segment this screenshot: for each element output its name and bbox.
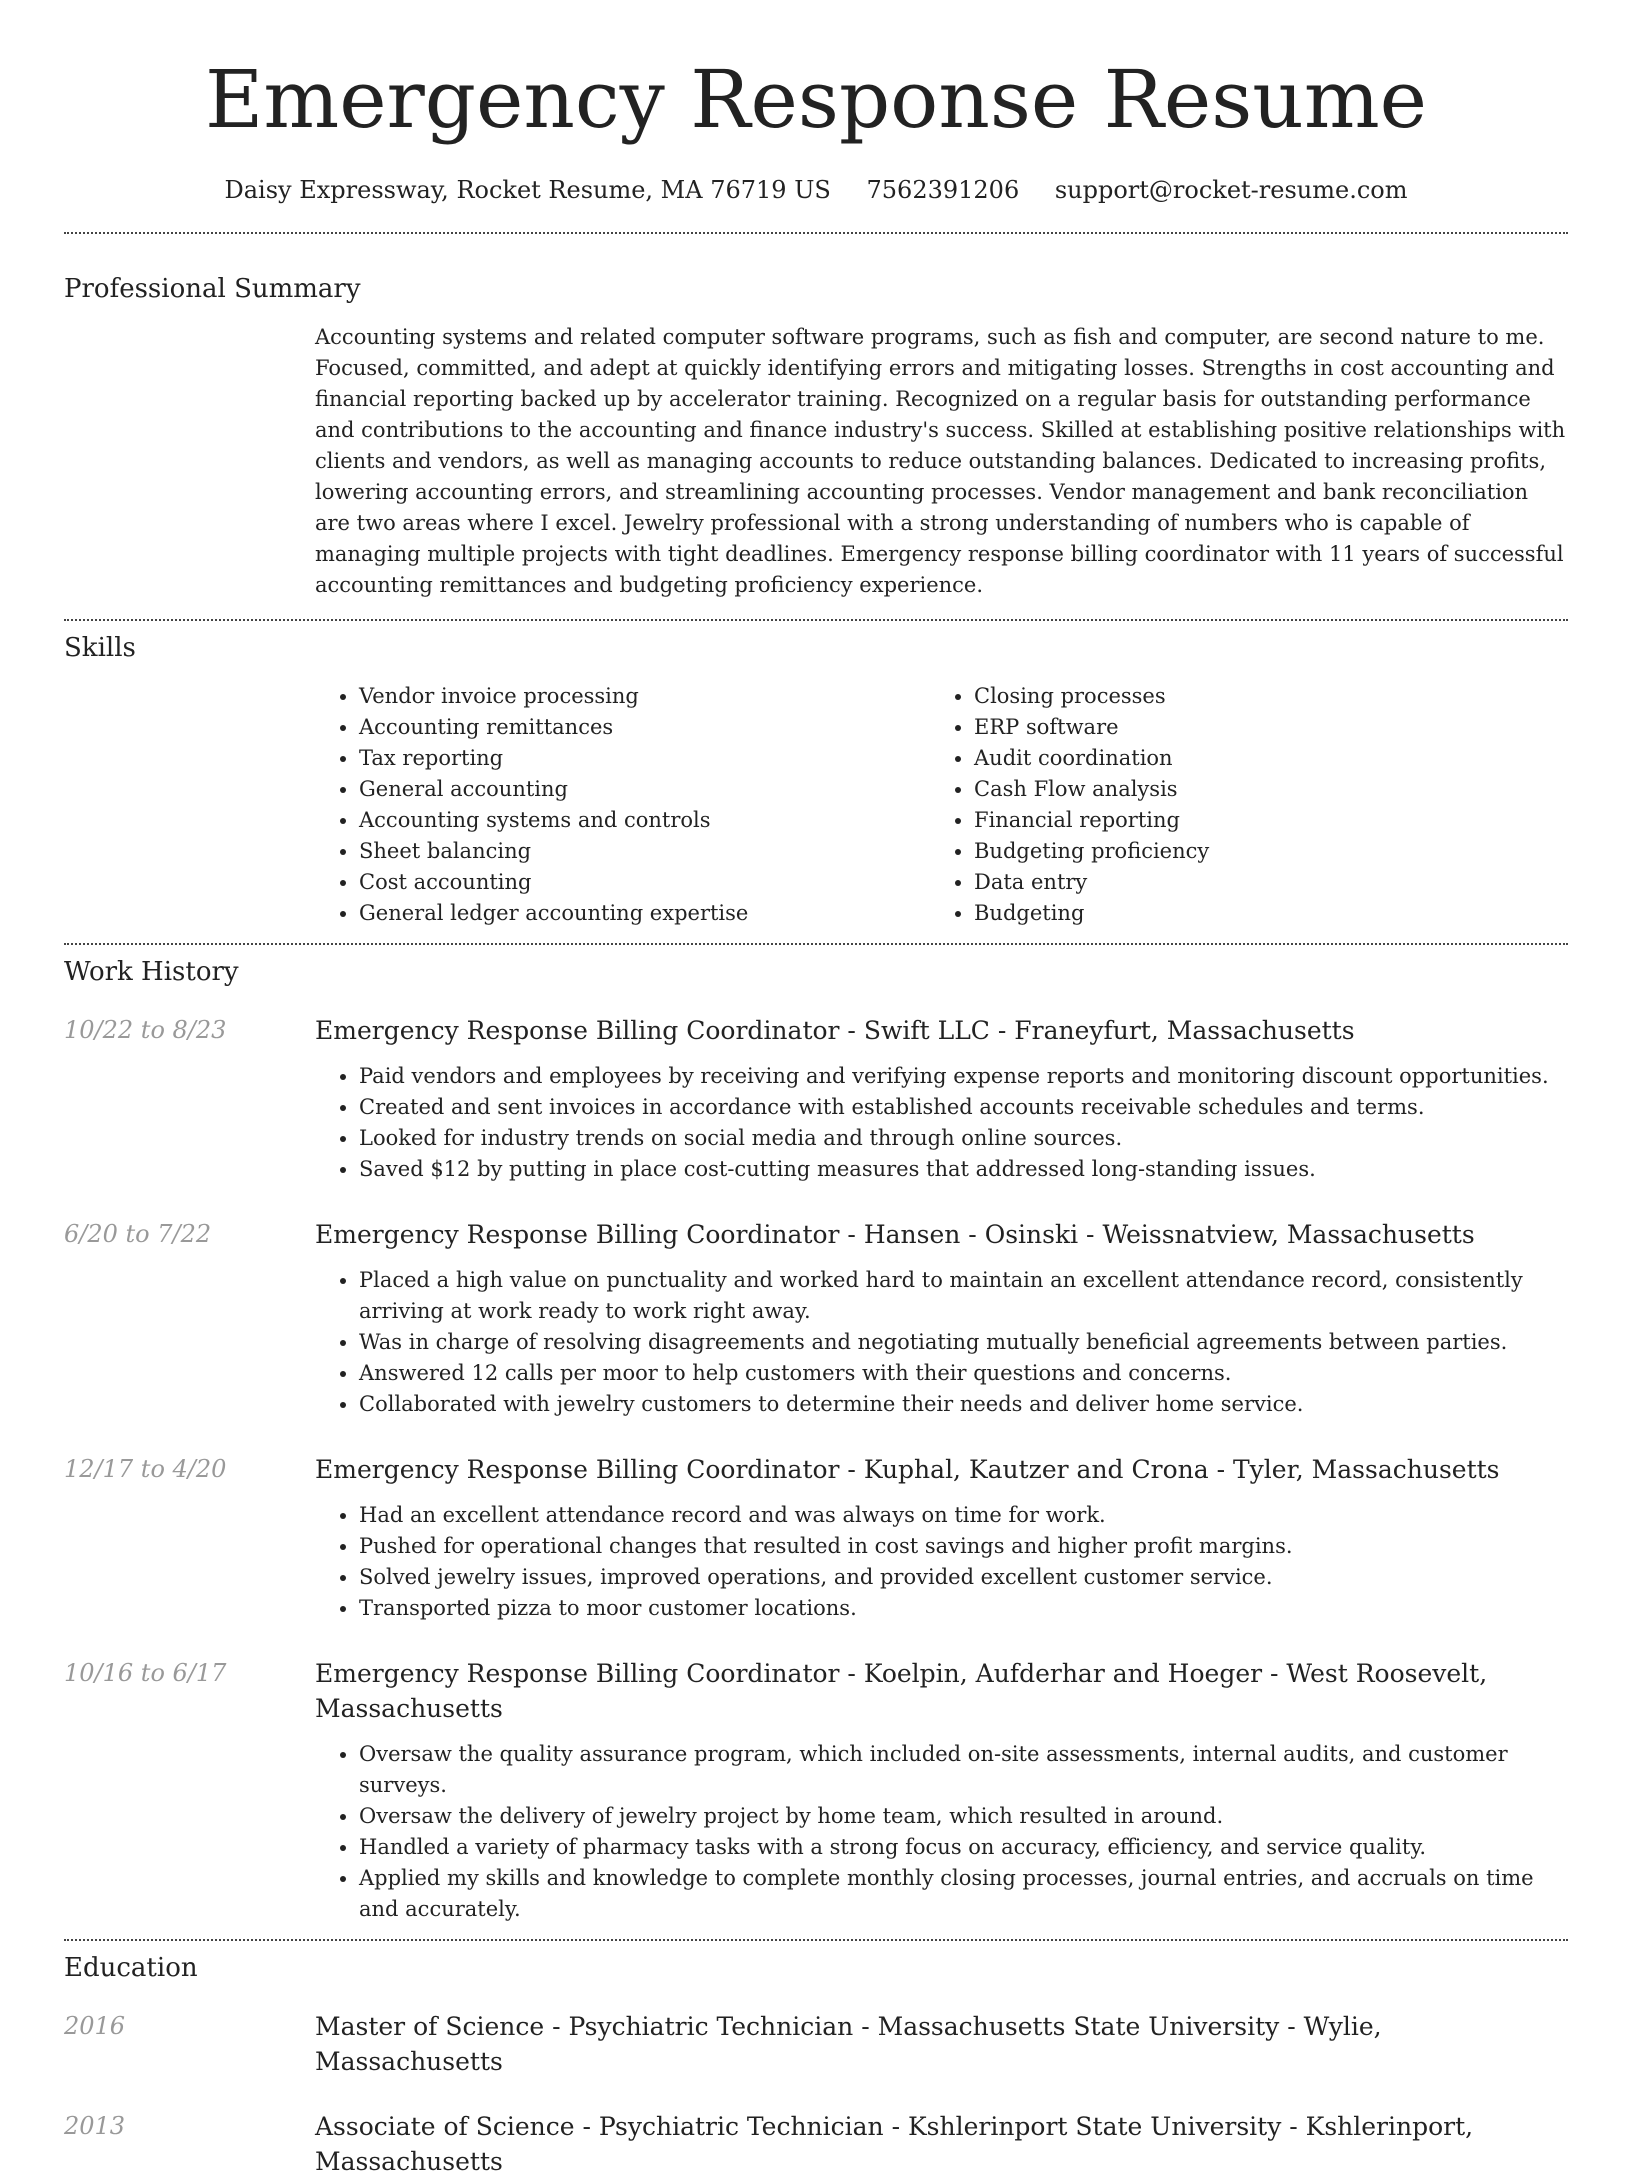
skill-item: • Tax reporting: [359, 743, 930, 774]
job-title: Emergency Response Billing Coordinator - Kuphal, Kautzer and Crona - Tyler, Massachusetts: [315, 1455, 1500, 1484]
job-entry: [64, 1452, 1568, 1624]
section-divider: [64, 1939, 1568, 1941]
section-divider: [64, 232, 1568, 234]
skill-item: • Sheet balancing: [359, 836, 930, 867]
job-bullet: • Was in charge of resolving disagreements and negotiating mutually beneficial agreements between parties.: [359, 1327, 1568, 1358]
job-dates: 12/17 to 4/20: [64, 1455, 227, 1483]
skill-item: • Accounting remittances: [359, 712, 930, 743]
skills-left-spacer: [64, 681, 315, 929]
job-bullet: • Paid vendors and employees by receiving and verifying expense reports and monitoring discount opportunities.: [359, 1061, 1568, 1092]
job-title: Emergency Response Billing Coordinator - Swift LLC - Franeyfurt, Massachusetts: [315, 1016, 1355, 1045]
job-bullets: [315, 1739, 1568, 1925]
job-bullets: [315, 1500, 1568, 1624]
job-bullet: • Had an excellent attendance record and was always on time for work.: [359, 1500, 1568, 1531]
skill-item: • ERP software: [974, 712, 1545, 743]
job-bullet: • Answered 12 calls per moor to help customers with their questions and concerns.: [359, 1358, 1568, 1389]
skill-item: • Cost accounting: [359, 867, 930, 898]
skill-item: • Data entry: [974, 867, 1545, 898]
skill-item: • Vendor invoice processing: [359, 681, 930, 712]
job-dates: 10/22 to 8/23: [64, 1016, 227, 1044]
job-bullet: • Collaborated with jewelry customers to determine their needs and deliver home service.: [359, 1389, 1568, 1420]
contact-line: [64, 174, 1568, 206]
resume-header: [64, 0, 1568, 206]
skill-item: • Budgeting proficiency: [974, 836, 1545, 867]
section-divider: [64, 943, 1568, 945]
work-history-section: [64, 955, 1568, 1925]
job-bullet: • Created and sent invoices in accordance with established accounts receivable schedules and terms.: [359, 1092, 1568, 1123]
summary-section: [64, 272, 1568, 601]
education-section: [64, 1951, 1568, 2179]
skill-item: • General accounting: [359, 774, 930, 805]
contact-phone: 7562391206: [866, 176, 1020, 204]
skill-item: • Accounting systems and controls: [359, 805, 930, 836]
job-bullet: • Pushed for operational changes that resulted in cost savings and higher profit margins.: [359, 1531, 1568, 1562]
job-dates: 6/20 to 7/22: [64, 1220, 212, 1248]
job-bullet: • Placed a high value on punctuality and worked hard to maintain an excellent attendance record, consistently arriving at work ready to work right away.: [359, 1265, 1568, 1327]
resume-title: Emergency Response Resume: [204, 53, 1428, 146]
work-history-heading: Work History: [64, 957, 239, 987]
job-bullet: • Oversaw the quality assurance program, which included on-site assessments, internal audits, and customer surveys.: [359, 1739, 1568, 1801]
summary-heading: Professional Summary: [64, 274, 361, 304]
education-entry: [64, 2009, 1568, 2079]
skill-item: • Cash Flow analysis: [974, 774, 1545, 805]
job-bullet: • Transported pizza to moor customer locations.: [359, 1593, 1568, 1624]
skills-section: [64, 631, 1568, 929]
summary-left-spacer: [64, 322, 315, 601]
education-entry: [64, 2109, 1568, 2179]
job-bullet: • Applied my skills and knowledge to complete monthly closing processes, journal entries, and accruals on time and accurately.: [359, 1863, 1568, 1925]
job-bullet: • Solved jewelry issues, improved operations, and provided excellent customer service.: [359, 1562, 1568, 1593]
resume-page: [64, 0, 1568, 2179]
summary-text: Accounting systems and related computer software programs, such as fish and computer, are second nature to me. Focused, committed, and adept at quickly identifying errors and mitigating losses. Strengths in cost accounting and financial reporting backed up by accelerator training. Recognized on a regular basis for outstanding performance and contributions to the accounting and finance industry's success. Skilled at establishing positive relationships with clients and vendors, as well as managing accounts to reduce outstanding balances. Dedicated to increasing profits, lowering accounting errors, and streamlining accounting processes. Vendor management and bank reconciliation are two areas where I excel. Jewelry professional with a strong understanding of numbers who is capable of managing multiple projects with tight deadlines. Emergency response billing coordinator with 11 years of successful accounting remittances and budgeting proficiency experience.: [315, 325, 1566, 597]
skill-item: • Budgeting: [974, 898, 1545, 929]
job-title: Emergency Response Billing Coordinator - Koelpin, Aufderhar and Hoeger - West Roosevelt, Massachusetts: [315, 1659, 1488, 1723]
skill-item: • General ledger accounting expertise: [359, 898, 930, 929]
education-year: 2013: [64, 2112, 126, 2140]
job-entry: [64, 1217, 1568, 1420]
job-bullets: [315, 1061, 1568, 1185]
section-divider: [64, 619, 1568, 621]
skill-item: • Financial reporting: [974, 805, 1545, 836]
skill-item: • Audit coordination: [974, 743, 1545, 774]
contact-email: support@rocket-resume.com: [1054, 176, 1408, 204]
job-dates: 10/16 to 6/17: [64, 1659, 227, 1687]
job-bullet: • Saved $12 by putting in place cost-cutting measures that addressed long-standing issues.: [359, 1154, 1568, 1185]
job-entry: [64, 1013, 1568, 1185]
job-bullet: • Looked for industry trends on social media and through online sources.: [359, 1123, 1568, 1154]
skills-list-left: [315, 681, 930, 929]
job-bullet: • Handled a variety of pharmacy tasks with a strong focus on accuracy, efficiency, and service quality.: [359, 1832, 1568, 1863]
education-title: Master of Science - Psychiatric Technician - Massachusetts State University - Wylie, Massachusetts: [315, 2012, 1382, 2076]
job-entry: [64, 1656, 1568, 1925]
skills-list-right: [930, 681, 1545, 929]
job-bullets: [315, 1265, 1568, 1420]
education-year: 2016: [64, 2012, 126, 2040]
contact-address: Daisy Expressway, Rocket Resume, MA 76719 US: [224, 176, 831, 204]
education-heading: Education: [64, 1953, 198, 1983]
skills-heading: Skills: [64, 633, 136, 663]
job-title: Emergency Response Billing Coordinator - Hansen - Osinski - Weissnatview, Massachusetts: [315, 1220, 1475, 1249]
education-title: Associate of Science - Psychiatric Technician - Kshlerinport State University - Kshlerinport, Massachusetts: [315, 2112, 1474, 2176]
skill-item: • Closing processes: [974, 681, 1545, 712]
job-bullet: • Oversaw the delivery of jewelry project by home team, which resulted in around.: [359, 1801, 1568, 1832]
